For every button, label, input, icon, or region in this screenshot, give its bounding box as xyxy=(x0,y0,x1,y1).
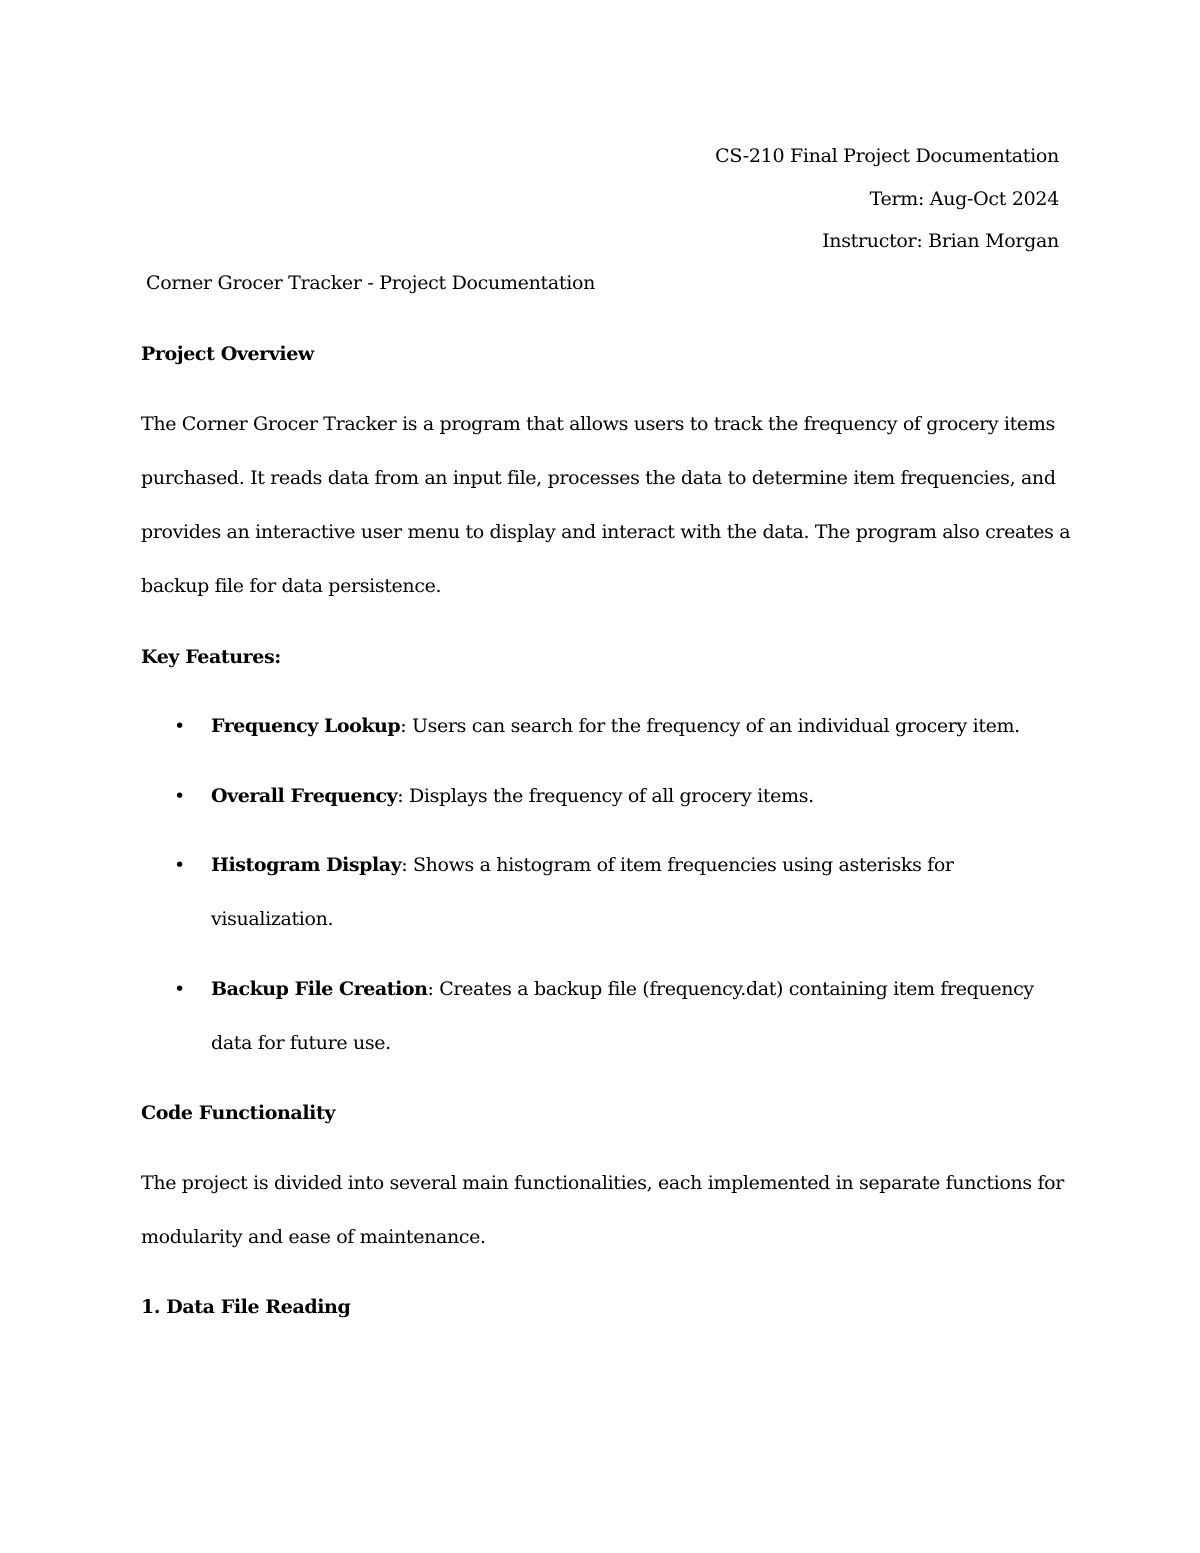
heading-project-overview: Project Overview xyxy=(141,343,314,365)
heading-key-features: Key Features: xyxy=(141,646,281,668)
feature-description: : Users can search for the frequency of an individual grocery item. xyxy=(400,715,1020,737)
list-item xyxy=(174,699,1061,753)
feature-description: : Shows a histogram of item frequencies using asterisks for visualization. xyxy=(211,854,954,930)
instructor-line: Instructor: Brian Morgan xyxy=(822,230,1059,252)
list-item xyxy=(174,962,1061,1070)
heading-code-functionality: Code Functionality xyxy=(141,1102,335,1124)
list-item xyxy=(174,769,1061,823)
paragraph-project-overview: The Corner Grocer Tracker is a program that allows users to track the frequency of grocery items purchased. It reads data from an input file, processes the data to determine item frequencies, and provides an interactive user menu to display and interact with the data. The program also creates a backup file for data persistence. xyxy=(141,413,1071,597)
term-line: Term: Aug-Oct 2024 xyxy=(869,188,1059,210)
bullet-icon: • xyxy=(174,785,185,807)
bullet-icon: • xyxy=(174,978,185,1000)
bullet-icon: • xyxy=(174,715,185,737)
feature-term: Backup File Creation xyxy=(211,978,428,1000)
document-title: Corner Grocer Tracker - Project Documentation xyxy=(146,272,596,294)
feature-term: Overall Frequency xyxy=(211,785,398,807)
heading-data-file-reading: 1. Data File Reading xyxy=(141,1296,351,1318)
feature-description: : Creates a backup file (frequency.dat) containing item frequency data for future use. xyxy=(211,978,1034,1054)
feature-description: : Displays the frequency of all grocery items. xyxy=(397,785,814,807)
bullet-icon: • xyxy=(174,854,185,876)
feature-term: Histogram Display xyxy=(211,854,402,876)
list-item xyxy=(174,838,1061,946)
feature-term: Frequency Lookup xyxy=(211,715,401,737)
course-title: CS-210 Final Project Documentation xyxy=(715,145,1059,167)
paragraph-code-functionality: The project is divided into several main functionalities, each implemented in separate functions for modularity and ease of maintenance. xyxy=(141,1172,1064,1248)
